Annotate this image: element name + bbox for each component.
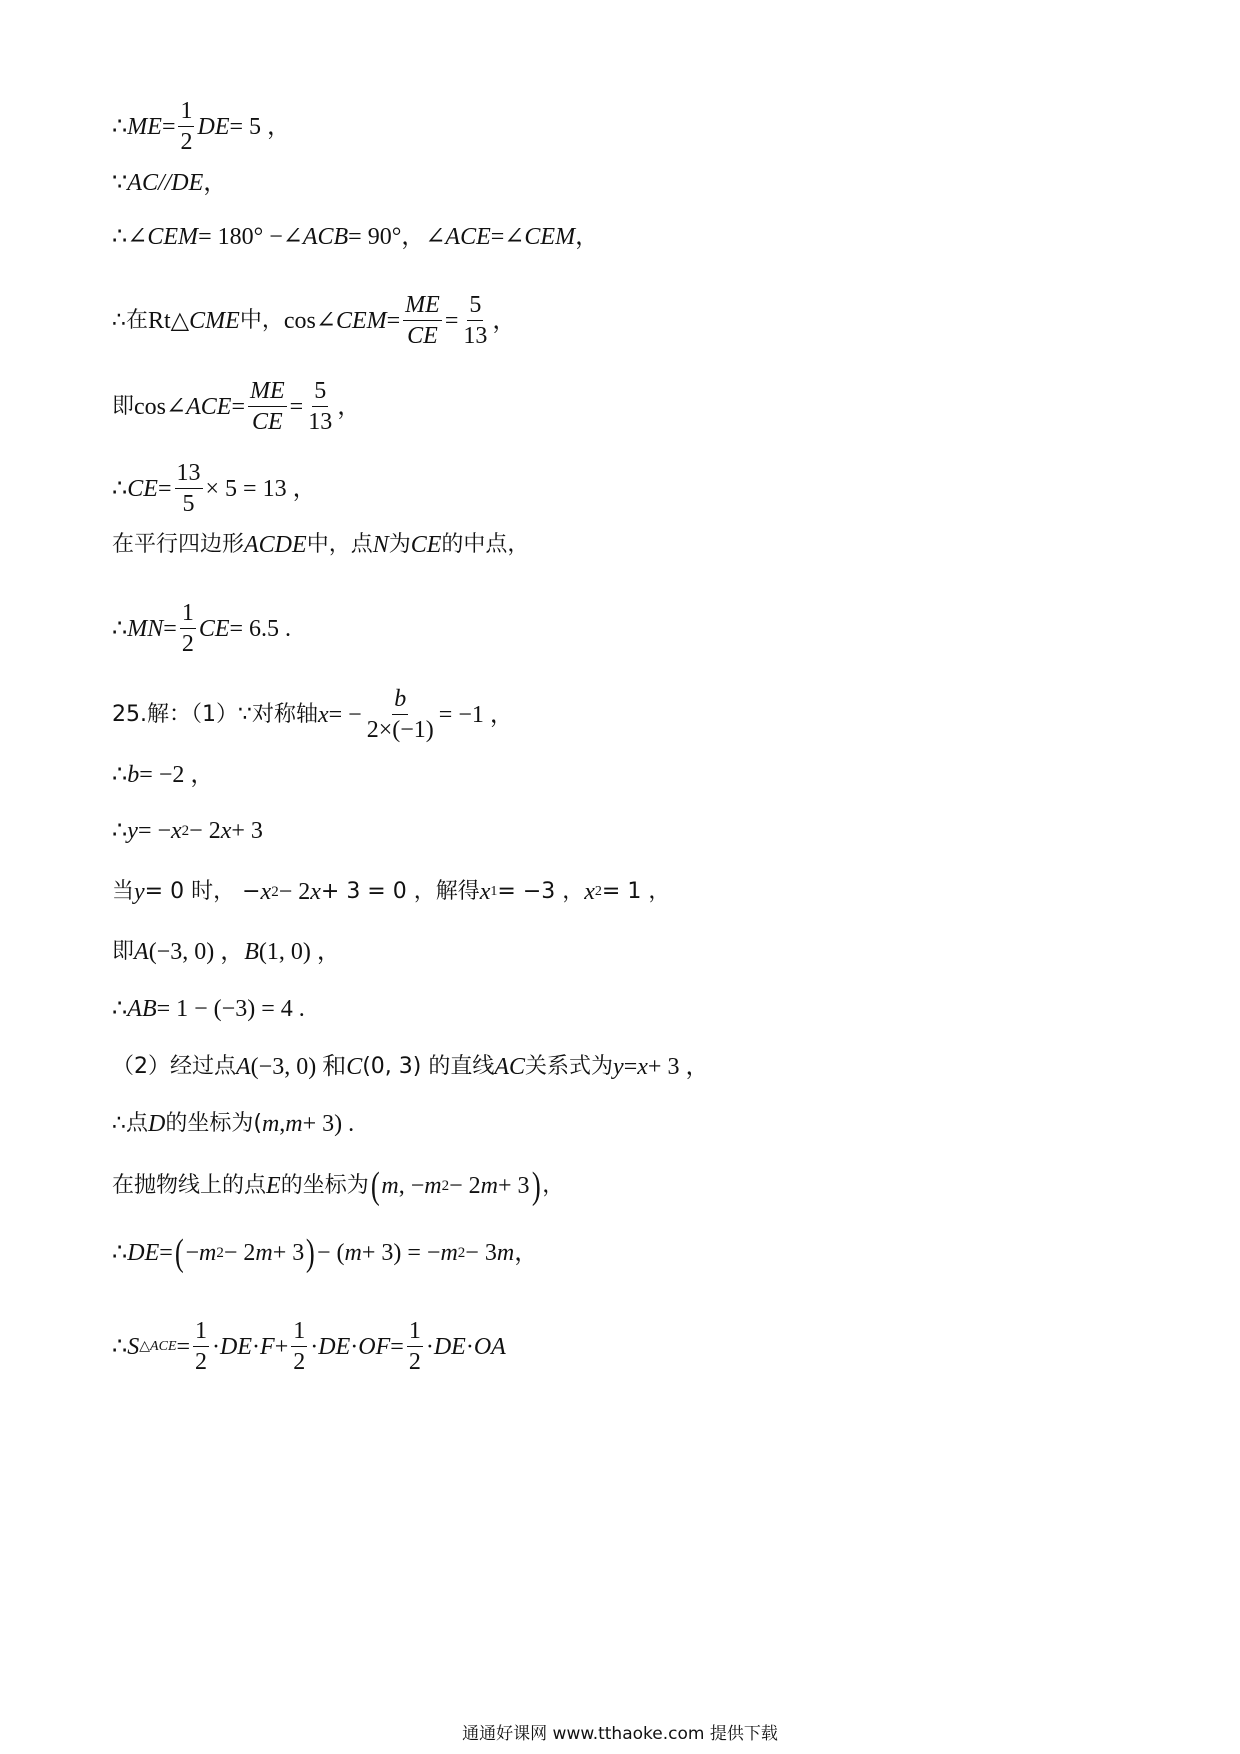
line-ce-value: ∴ CE = $\frac{13}{5}$ × 5 = 13 ， [112,460,317,517]
line-cos-cem: ∴在 Rt△ CME 中， cos∠ CEM = $\frac{ME}{CE}$ = $\frac{5}{13}$ ， [112,292,517,349]
fraction: $\frac{5}{13}$ [463,292,488,349]
line-area-ace: ∴ S △ACE = $\frac{1}{2}$ · DE · F + $\frac{1}{2}$ · DE · OF = $\frac{1}{2}$ · DE · OA [112,1318,506,1375]
line-ac-parallel-de: ∵ AC//DE ， [112,170,228,196]
line-part2-line-ac: （2）经过点 A (−3, 0) 和 C (0, 3) 的直线 AC 关系式为 y = x + 3 ， [112,1054,710,1080]
line-me-half-de: ∴ ME = $\frac{1}{2}$ DE = 5 ， [112,98,292,155]
left-paren: ( [370,1165,380,1207]
fraction: $\frac{b}{2\times(-1)}$ [366,686,434,743]
fraction: $\frac{ME}{CE}$ [250,378,285,435]
line-ab-length: ∴ AB = 1 − (−3) = 4 . [112,996,305,1022]
line-angle-cem: ∴ ∠CEM = 180° − ∠ACB = 90°， ∠ACE = ∠CEM ， [112,224,600,250]
line-solve-roots: 当 y = 0 时， − x 2 − 2 x + 3 = 0 ，解得 x 1 = −3 ， x 2 = 1 ， [112,879,671,905]
left-paren: ( [174,1232,184,1274]
fraction: $\frac{ME}{CE}$ [405,292,440,349]
line-parallelogram: 在平行四边形 ACDE 中，点 N 为 CE 的中点， [112,532,530,558]
fraction: $\frac{1}{2}$ [181,600,194,657]
fraction: $\frac{5}{13}$ [308,378,333,435]
right-paren: ) [306,1232,316,1274]
fraction: $\frac{13}{5}$ [176,460,201,517]
line-points-ab: 即 A (−3, 0) ， B (1, 0) ， [112,939,341,965]
fraction: $\frac{1}{2}$ [180,98,193,155]
fraction: $\frac{1}{2}$ [293,1318,306,1375]
line-parabola-equation: ∴ y = − x 2 − 2 x + 3 [112,818,263,844]
line-mn-value: ∴ MN = $\frac{1}{2}$ CE = 6.5 . [112,600,292,657]
line-cos-ace: 即 cos∠ ACE = $\frac{ME}{CE}$ = $\frac{5}{13}$ ， [112,378,362,435]
line-de-length: ∴ DE = ( − m 2 − 2 m + 3 ) − ( m + 3) = − m 2 − 3 m ， [112,1232,539,1274]
line-b-value: ∴ b = −2 ， [112,762,215,788]
line-point-e: 在抛物线上的点 E 的坐标为 ( m , − m 2 − 2 m + 3 ) ， [112,1165,565,1207]
line-point-d: ∴点 D 的坐标为( m , m + 3) . [112,1111,355,1137]
page-footer: 通通好课网 www.tthaoke.com 提供下载 [462,1724,778,1744]
line-symmetry-axis: 25.解：（1）∵对称轴 x = − $\frac{b}{2\times(-1)}$ = −1 ， [112,686,514,743]
fraction: $\frac{1}{2}$ [195,1318,208,1375]
right-paren: ) [531,1165,541,1207]
fraction: $\frac{1}{2}$ [408,1318,421,1375]
